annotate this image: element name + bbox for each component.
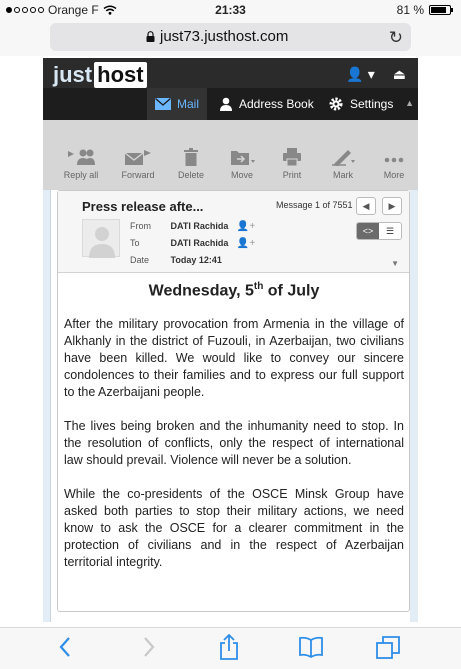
nav-mail[interactable] <box>147 88 207 120</box>
lock-icon <box>146 31 155 42</box>
mail-toolbar <box>43 120 418 190</box>
next-message-button[interactable] <box>382 197 402 215</box>
message-body <box>64 277 404 571</box>
view-toggle <box>356 222 402 240</box>
body-paragraph: The lives being broken and the inhumanity need to stop. In the resolution of conflicts, only the respect of international law should prevail. Violence will never be a solution. <box>64 419 404 468</box>
move-button[interactable] <box>216 148 268 180</box>
gear-icon <box>328 96 344 112</box>
folder-move-icon <box>229 148 255 166</box>
forward-button[interactable] <box>112 148 164 180</box>
forward-label: Forward <box>121 170 155 180</box>
trash-icon <box>182 148 200 166</box>
from-row <box>130 221 255 232</box>
tabs-icon[interactable] <box>376 636 400 660</box>
envelope-icon <box>155 98 171 110</box>
battery-percent: 81 % <box>396 3 424 17</box>
left-pane-edge <box>43 190 51 622</box>
back-icon[interactable] <box>58 636 72 658</box>
logout-icon[interactable]: ⏏ <box>392 66 406 82</box>
body-paragraph: While the co-presidents of the OSCE Minsk Group have asked both parties to stop their military actions, we need know to ask the OSCE for a clearer commitment in the protection of civilians and in the respect of Azerbaijan territorial integrity. <box>64 487 404 570</box>
expand-header-icon[interactable]: ▼ <box>391 259 399 268</box>
add-contact-icon[interactable]: 👤+ <box>236 221 256 233</box>
reply-all-label: Reply all <box>63 170 99 180</box>
right-pane-edge <box>410 190 418 622</box>
nav-address-book[interactable] <box>219 88 314 120</box>
from-label: From <box>130 221 151 231</box>
previous-message-button[interactable] <box>356 197 376 215</box>
delete-label: Delete <box>177 170 204 180</box>
body-heading: Wednesday, 5th of July <box>148 281 320 300</box>
add-contact-icon[interactable]: 👤+ <box>236 238 256 250</box>
chevron-left-icon: ◀ <box>362 201 370 211</box>
sender-avatar <box>82 219 120 257</box>
from-value[interactable]: DATI Rachida <box>170 221 229 231</box>
move-label: Move <box>230 170 253 180</box>
app-header <box>43 58 418 120</box>
address-bar[interactable] <box>50 23 411 51</box>
url-text: just73.justhost.com <box>160 28 289 45</box>
nav-address-book-label: Address Book <box>239 97 314 111</box>
bookmarks-icon[interactable] <box>298 636 324 658</box>
nav-settings-label: Settings <box>350 97 394 111</box>
person-silhouette-icon <box>83 220 121 258</box>
to-label: To <box>130 238 140 248</box>
header-icons <box>346 66 406 83</box>
date-label: Date <box>130 255 150 265</box>
battery-icon <box>429 5 451 15</box>
collapse-caret-icon[interactable]: ▲ <box>405 98 414 108</box>
to-value[interactable]: DATI Rachida <box>170 238 229 248</box>
to-row <box>130 238 255 249</box>
delete-button[interactable] <box>165 148 217 180</box>
mark-label: Mark <box>333 170 353 180</box>
more-label: More <box>383 170 405 180</box>
main-nav <box>43 88 418 120</box>
message-subject: Press release afte... <box>82 199 204 214</box>
message-counter: Message 1 of 7551 <box>276 200 353 210</box>
reply-all-icon <box>66 148 96 166</box>
date-row <box>130 255 222 265</box>
plain-view-button[interactable]: ☰ <box>379 223 401 239</box>
contact-icon <box>219 97 233 111</box>
chevron-right-icon: ▶ <box>388 201 396 211</box>
body-paragraph: After the military provocation from Armenia in the village of Alkhanly in the district of Fuzouli, in Azerbaijan, two civilians have been killed. We would like to convey our sincere condolences to their families and to express our full support to the Azerbaijani people. <box>64 317 404 400</box>
pencil-icon <box>330 148 356 166</box>
forward-nav-icon[interactable] <box>142 636 156 658</box>
html-view-button[interactable]: <> <box>357 223 379 239</box>
status-right <box>397 3 451 17</box>
date-value: Today 12:41 <box>170 255 222 265</box>
share-icon[interactable] <box>219 634 239 660</box>
nav-settings[interactable] <box>328 88 393 120</box>
reply-all-button[interactable] <box>55 148 107 180</box>
more-button[interactable] <box>368 148 420 180</box>
more-dots-icon <box>383 148 405 166</box>
status-time: 21:33 <box>215 3 246 17</box>
forward-icon <box>123 148 153 166</box>
browser-url-area <box>0 20 461 56</box>
print-label: Print <box>282 170 302 180</box>
reload-icon[interactable]: ↻ <box>388 28 403 47</box>
user-menu-icon[interactable]: 👤 ▾ <box>346 66 375 82</box>
status-bar <box>0 0 461 20</box>
mark-button[interactable] <box>317 148 369 180</box>
browser-bottom-bar <box>0 627 461 669</box>
printer-icon <box>282 148 302 166</box>
message-panel <box>57 190 410 612</box>
carrier-name: Orange F <box>48 3 99 17</box>
nav-mail-label: Mail <box>177 97 200 111</box>
justhost-logo: just host <box>53 62 147 88</box>
message-header <box>58 191 409 273</box>
print-button[interactable] <box>266 148 318 180</box>
